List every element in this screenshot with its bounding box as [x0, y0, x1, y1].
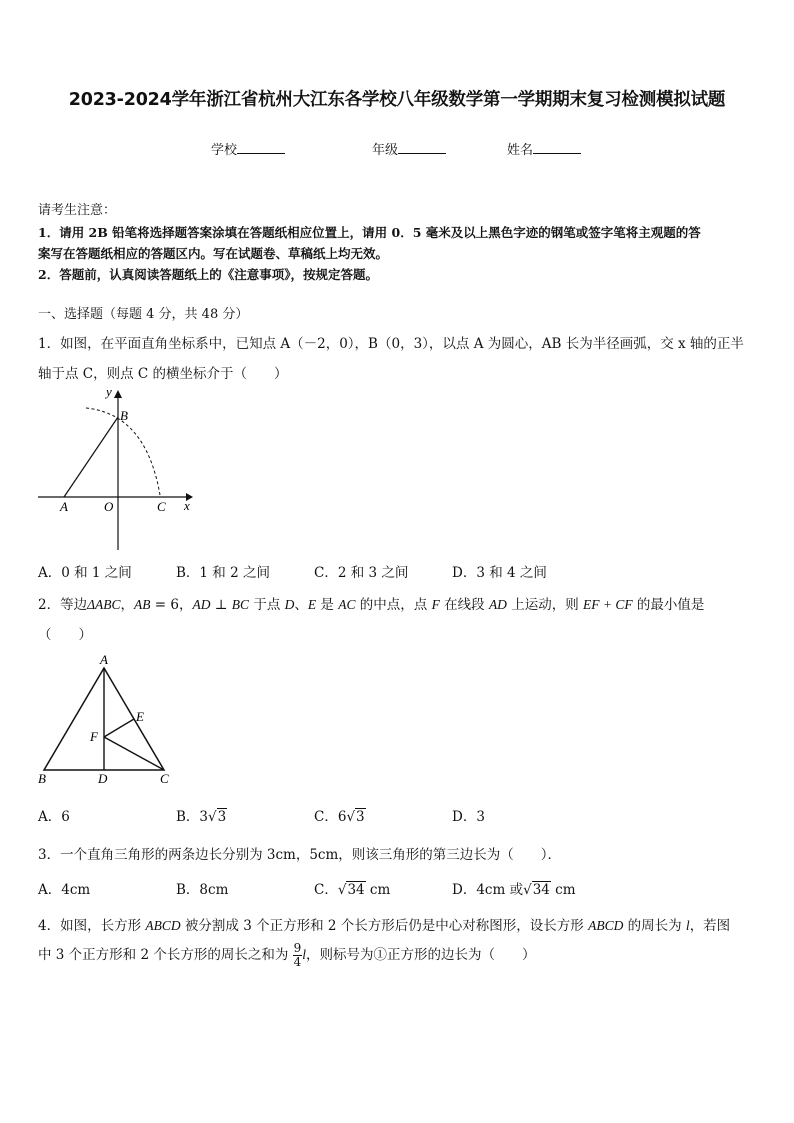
q2-text: = 6，: [150, 597, 193, 613]
label-a: A: [100, 652, 108, 667]
q4-text: 的周长为: [623, 918, 686, 934]
label-c: C: [160, 771, 169, 786]
q2-text: 的最小值是: [632, 597, 705, 613]
q4-stem-line-2: [38, 942, 536, 969]
q2-var-bc: BC: [231, 597, 250, 612]
label-f: F: [90, 729, 98, 744]
q2-var-ad: AD: [192, 597, 211, 612]
section-heading: 一、选择题（每题 4 分，共 48 分）: [38, 307, 249, 322]
q4-text: 中 3 个正方形和 2 个长方形的周长之和为: [38, 947, 293, 963]
q3-stem: 3．一个直角三角形的两条边长分别为 3cm，5cm，则该三角形的第三边长为（ ）．: [38, 847, 562, 863]
q2-var-e: E: [307, 597, 317, 612]
q4-var-l: l: [685, 918, 690, 933]
q2-text: 是: [316, 597, 339, 613]
q2-option-d[interactable]: D．3: [452, 809, 485, 825]
radicand: 34: [347, 882, 365, 898]
notice-heading: 请考生注意：: [38, 203, 117, 218]
coefficient: 6: [337, 809, 347, 825]
q2-var-d: D: [284, 597, 295, 612]
label-x: x: [184, 498, 190, 513]
q2-text: 的中点，点: [355, 597, 432, 613]
q2-stem-line-1: [38, 593, 704, 613]
q4-var-abcd: ABCD: [145, 918, 181, 933]
fraction-denominator: 4: [293, 955, 302, 969]
q1-stem-line-2: 轴于点 C，则点 C 的横坐标介于（ ）: [38, 366, 288, 382]
q3-option-a[interactable]: A．4cm: [38, 882, 91, 898]
q2-triangle: ΔABC: [87, 597, 121, 612]
q4-text: 4．如图，长方形: [38, 918, 146, 934]
notice-item-1-line-1: 1．请用 2B 铅笔将选择题答案涂填在答题纸相应位置上，请用 0．5 毫米及以上黑色字迹的钢笔或签字笔将主观题的答: [38, 225, 701, 240]
q2-var-f: F: [431, 597, 440, 612]
q1-stem-line-1: 1．如图，在平面直角坐标系中，已知点 A（－2，0），B（0，3），以点 A 为圆心，AB 长为半径画弧，交 x 轴的正半: [38, 336, 744, 352]
q3-option-b[interactable]: B．8cm: [176, 882, 229, 898]
q2-triangle-figure: [34, 650, 184, 790]
radicand: 3: [356, 809, 365, 825]
q2-var-ab: AB: [134, 597, 151, 612]
q3-option-c[interactable]: C．√34 cm: [314, 882, 391, 898]
q2-option-a[interactable]: A．6: [38, 809, 70, 825]
q2-expression: EF + CF: [583, 597, 633, 612]
q4-var-abcd: ABCD: [588, 918, 624, 933]
q1-option-b[interactable]: B．1 和 2 之间: [176, 565, 270, 581]
label-y: y: [106, 384, 112, 399]
q2-perp: ⊥: [210, 597, 232, 613]
q4-stem-line-1: [38, 914, 730, 934]
q2-option-c[interactable]: C．6√3: [314, 809, 365, 825]
q2-stem-line-2: （ ）: [38, 627, 92, 643]
q1-coordinate-figure: [36, 384, 196, 554]
grade-field: [372, 139, 446, 158]
label-c: C: [157, 499, 166, 514]
coefficient: 3: [199, 809, 209, 825]
q2-var-ad: AD: [488, 597, 507, 612]
exam-title: 2023-2024学年浙江省杭州大江东各学校八年级数学第一学期期末复习检测模拟试题: [68, 90, 726, 110]
q2-option-b[interactable]: B．3√3: [176, 809, 227, 825]
y-axis-arrow: [114, 390, 122, 398]
q1-option-d[interactable]: D．3 和 4 之间: [452, 565, 547, 581]
notice-item-1-line-2: 案写在答题纸相应的答题区内。写在试题卷、草稿纸上均无效。: [38, 246, 389, 261]
option-label: C．: [314, 882, 338, 898]
option-label: C．: [314, 809, 338, 825]
school-blank[interactable]: [237, 141, 285, 154]
name-label: 姓名: [507, 143, 534, 158]
school-field: [211, 139, 285, 158]
name-field: [507, 139, 581, 158]
q2-text: 于点: [249, 597, 285, 613]
q1-option-a[interactable]: A．0 和 1 之间: [38, 565, 132, 581]
radicand: 34: [532, 882, 550, 898]
q4-fraction: [293, 942, 303, 969]
q3-option-d[interactable]: D．4cm 或√34 cm: [452, 882, 576, 898]
label-b: B: [38, 771, 46, 786]
unit: cm: [550, 882, 576, 898]
label-o: O: [104, 499, 114, 514]
q1-option-c[interactable]: C．2 和 3 之间: [314, 565, 409, 581]
school-label: 学校: [211, 143, 238, 158]
q4-var-l: l: [302, 947, 307, 962]
notice-item-2: 2．答题前，认真阅读答题纸上的《注意事项》，按规定答题。: [38, 267, 378, 282]
segment-ab: [64, 417, 118, 497]
grade-blank[interactable]: [398, 141, 446, 154]
q4-text: ，则标号为①正方形的边长为（ ）: [306, 947, 536, 963]
grade-label: 年级: [372, 143, 399, 158]
label-a: A: [60, 499, 68, 514]
q2-num: 2．等边: [38, 597, 88, 613]
fraction-numerator: 9: [293, 941, 302, 955]
label-e: E: [136, 709, 144, 724]
radicand: 3: [217, 809, 227, 825]
label-d: D: [98, 771, 108, 786]
name-blank[interactable]: [533, 141, 581, 154]
q4-text: 被分割成 3 个正方形和 2 个长方形后仍是中心对称图形，设长方形: [180, 918, 589, 934]
label-b: B: [120, 408, 128, 423]
option-label: B．: [176, 809, 200, 825]
unit: cm: [365, 882, 391, 898]
q2-text: ，: [120, 597, 135, 613]
q2-text: 在线段: [439, 597, 489, 613]
q2-text: 、: [294, 597, 308, 613]
q4-text: ，若图: [689, 918, 731, 934]
option-label: D．4cm 或: [452, 882, 524, 898]
segment-fe: [104, 719, 134, 737]
q2-var-ac: AC: [338, 597, 356, 612]
q2-text: 上运动，则: [506, 597, 584, 613]
